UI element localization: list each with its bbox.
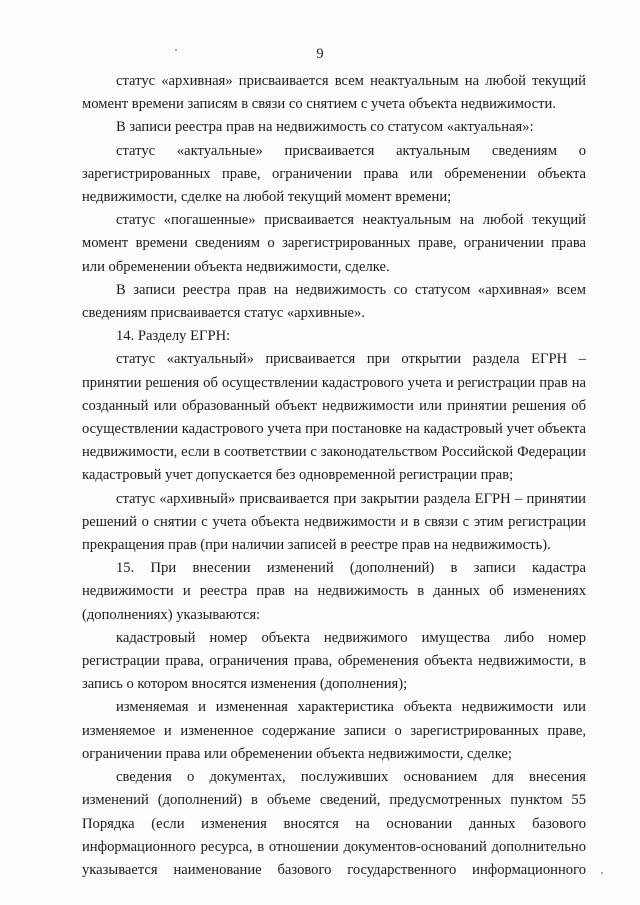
paragraph-rights-register-archive: В записи реестра прав на недвижимость со статусом «архивная» всем сведениям присваивается статус «архивные». <box>82 281 586 322</box>
paragraph-item-14-heading: 14. Разделу ЕГРН: <box>116 328 231 345</box>
paragraph-documents-info: сведения о документах, послуживших основанием для внесения изменений (дополнений) в объеме сведений, предусмотренных пунктом 55 Порядка (если изменения вносятся на основании данных базового информационного ресурса, в отношении документов-оснований дополнительно указывается наименование базового государственного информационного <box>82 769 586 878</box>
paragraph-archive-status: статус «архивная» присваивается всем неактуальным на любой текущий момент времени записям в связи со снятием с учета объекта недвижимости. <box>82 73 586 113</box>
paragraph-rights-register-actual: В записи реестра прав на недвижимость со статусом «актуальная»: <box>116 119 534 136</box>
scan-speck <box>175 49 177 51</box>
paragraph-section-actual: статус «актуальный» присваивается при открытии раздела ЕГРН – принятии решения об осуществлении кадастрового учета и регистрации прав на созданный или образованный объект недвижимости или принятии решения об осуществлении кадастрового учета при постановке на кадастровый учет объекта недвижимости, если в соответствии с законодательством Российской Федерации кадастровый учет допускается без одновременной регистрации прав; <box>82 351 586 484</box>
paragraph-changed-characteristic: изменяемая и измененная характеристика объекта недвижимости или изменяемое и измененное содержание записи о зарегистрированных праве, ограничении права или обременении объекта недвижимости, сделке; <box>82 699 586 762</box>
paragraph-section-archive: статус «архивный» присваивается при закрытии раздела ЕГРН – принятии решений о снятии с учета объекта недвижимости и в связи с этим регистрации прекращения прав (при наличии записей в реестре прав на недвижимость). <box>82 490 586 554</box>
paragraph-status-actual-info: статус «актуальные» присваивается актуальным сведениям о зарегистрированных праве, ограничении права или обременении объекта недвижимости, сделке на любой текущий момент времени; <box>82 142 586 206</box>
paragraph-cadastral-number: кадастровый номер объекта недвижимого имущества либо номер регистрации права, ограничения права, обременения объекта недвижимости, в запись о котором вносятся изменения (дополнения); <box>82 629 586 693</box>
page-number: 9 <box>316 46 324 62</box>
scan-speck <box>601 872 603 874</box>
document-body <box>82 70 586 882</box>
paragraph-item-15-heading: 15. При внесении изменений (дополнений) в записи кадастра недвижимости и реестра прав на недвижимость в данных об изменениях (дополнениях) указываются: <box>82 560 586 623</box>
paragraph-status-repaid: статус «погашенные» присваивается неактуальным на любой текущий момент времени сведениям о зарегистрированных праве, ограничении права или обременении объекта недвижимости, сделке. <box>82 212 586 275</box>
